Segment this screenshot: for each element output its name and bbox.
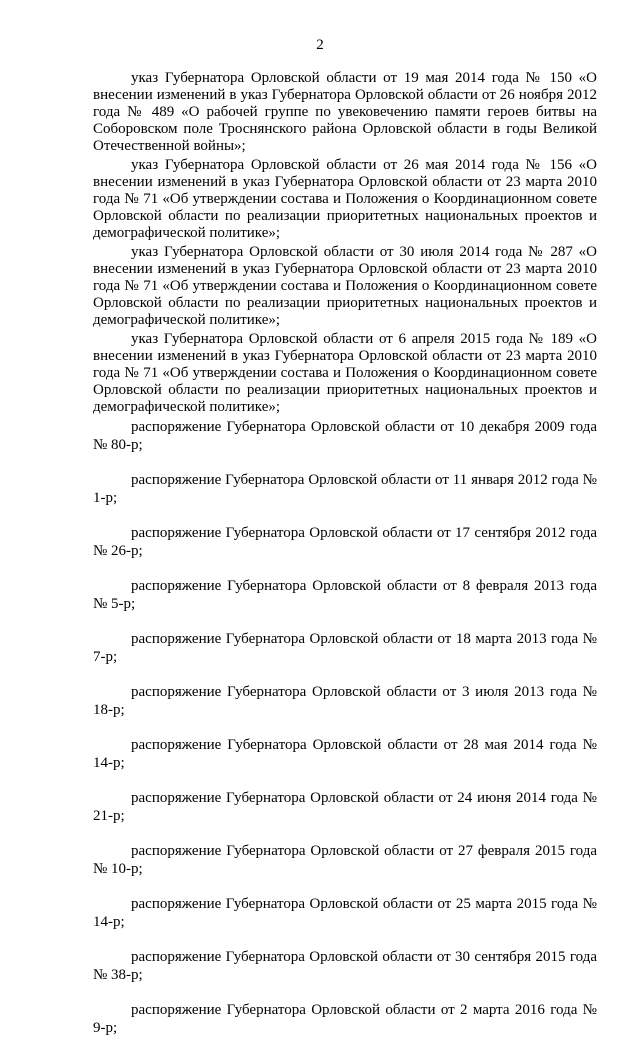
order-paragraph: распоряжение Губернатора Орловской области от 10 декабря 2009 года № 80-р; <box>93 419 597 453</box>
document-body <box>93 70 597 1054</box>
order-paragraph: распоряжение Губернатора Орловской области от 28 мая 2014 года № 14-р; <box>93 737 597 771</box>
order-paragraph: распоряжение Губернатора Орловской области от 27 февраля 2015 года № 10-р; <box>93 843 597 877</box>
decree-paragraph: указ Губернатора Орловской области от 30 июля 2014 года № 287 «О внесении изменений в указ Губернатора Орловской области от 23 марта 2010 года № 71 «Об утверждении состава и Положения о Координационном совете Орловской области по реализации приоритетных национальных проектов и демографической политике»; <box>93 244 597 328</box>
order-paragraph: распоряжение Губернатора Орловской области от 11 января 2012 года № 1-р; <box>93 472 597 506</box>
decree-paragraph: указ Губернатора Орловской области от 6 апреля 2015 года № 189 «О внесении изменений в указ Губернатора Орловской области от 23 марта 2010 года № 71 «Об утверждении состава и Положения о Координационном совете Орловской области по реализации приоритетных национальных проектов и демографической политике»; <box>93 331 597 415</box>
order-paragraph: распоряжение Губернатора Орловской области от 3 июля 2013 года № 18-р; <box>93 684 597 718</box>
order-paragraph: распоряжение Губернатора Орловской области от 18 марта 2013 года № 7-р; <box>93 631 597 665</box>
decree-paragraph: указ Губернатора Орловской области от 19 мая 2014 года № 150 «О внесении изменений в указ Губернатора Орловской области от 26 ноября 2012 года № 489 «О рабочей группе по увековечению памяти героев битвы на Соборовском поле Троснянского района Орловской области в годы Великой Отечественной войны»; <box>93 70 597 154</box>
order-paragraph: распоряжение Губернатора Орловской области от 8 февраля 2013 года № 5-р; <box>93 578 597 612</box>
order-paragraph: распоряжение Губернатора Орловской области от 25 марта 2015 года № 14-р; <box>93 896 597 930</box>
order-paragraph: распоряжение Губернатора Орловской области от 30 сентября 2015 года № 38-р; <box>93 949 597 983</box>
order-paragraph: распоряжение Губернатора Орловской области от 2 марта 2016 года № 9-р; <box>93 1002 597 1036</box>
decree-paragraph: указ Губернатора Орловской области от 26 мая 2014 года № 156 «О внесении изменений в указ Губернатора Орловской области от 23 марта 2010 года № 71 «Об утверждении состава и Положения о Координационном совете Орловской области по реализации приоритетных национальных проектов и демографической политике»; <box>93 157 597 241</box>
order-paragraph: распоряжение Губернатора Орловской области от 17 сентября 2012 года № 26-р; <box>93 525 597 559</box>
order-paragraph: распоряжение Губернатора Орловской области от 24 июня 2014 года № 21-р; <box>93 790 597 824</box>
page-number: 2 <box>316 37 324 53</box>
